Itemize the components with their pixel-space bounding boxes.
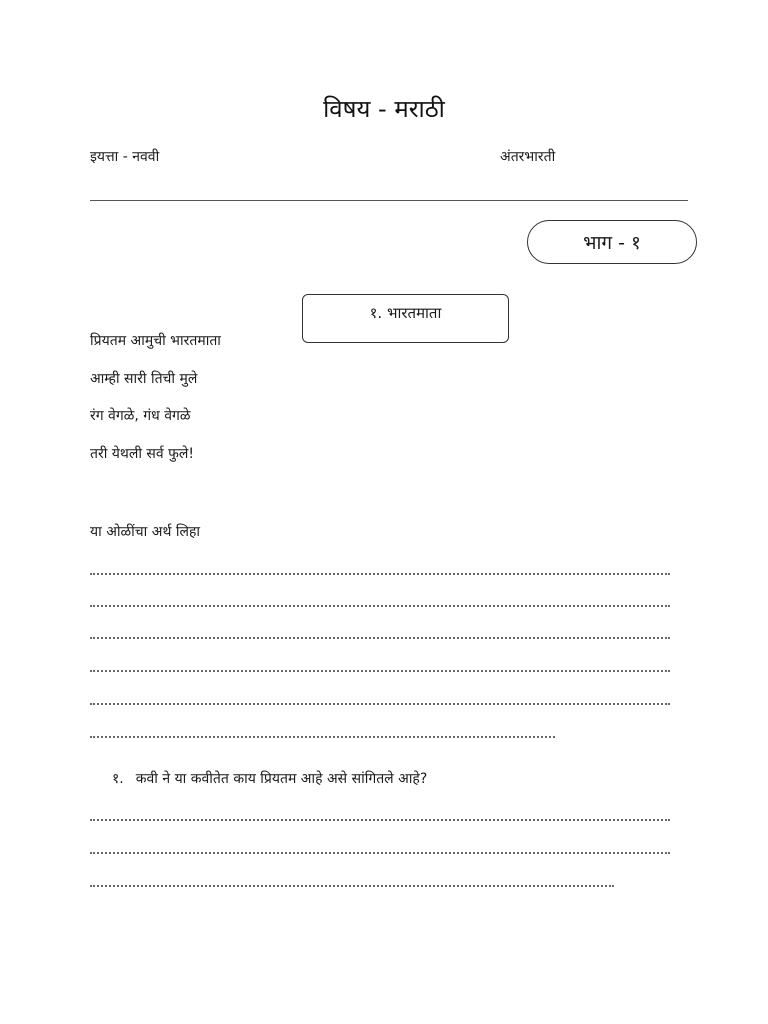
answer-line[interactable] bbox=[90, 605, 670, 607]
question-1 bbox=[112, 768, 427, 790]
poem-line: आम्ही सारी तिची मुले bbox=[90, 371, 198, 387]
header-divider bbox=[90, 200, 688, 201]
answer-line[interactable] bbox=[90, 819, 670, 821]
answer-line[interactable] bbox=[90, 736, 555, 738]
lesson-title-box bbox=[302, 294, 509, 343]
answer-line[interactable] bbox=[90, 670, 670, 672]
poem-line: तरी येथली सर्व फुले! bbox=[90, 446, 195, 462]
lesson-title: १. भारतमाता bbox=[369, 304, 442, 322]
part-label: भाग - १ bbox=[583, 232, 641, 254]
grade-label: इयत्ता - नववी bbox=[90, 149, 160, 165]
question-number: १. bbox=[112, 771, 124, 787]
answer-line[interactable] bbox=[90, 637, 670, 639]
poem-line: प्रियतम आमुची भारतमाता bbox=[90, 333, 221, 349]
book-label: अंतरभारती bbox=[500, 149, 556, 165]
meaning-prompt: या ओळींचा अर्थ लिहा bbox=[90, 524, 201, 540]
question-text: कवी ने या कवीतेत काय प्रियतम आहे असे सांगितले आहे? bbox=[135, 771, 428, 787]
answer-line[interactable] bbox=[90, 703, 670, 705]
answer-line[interactable] bbox=[90, 573, 670, 575]
page-title: विषय - मराठी bbox=[323, 95, 445, 123]
poem-line: रंग वेगळे, गंध वेगळे bbox=[90, 408, 191, 424]
part-badge bbox=[527, 220, 697, 264]
answer-line[interactable] bbox=[90, 852, 670, 854]
answer-line[interactable] bbox=[90, 885, 614, 887]
